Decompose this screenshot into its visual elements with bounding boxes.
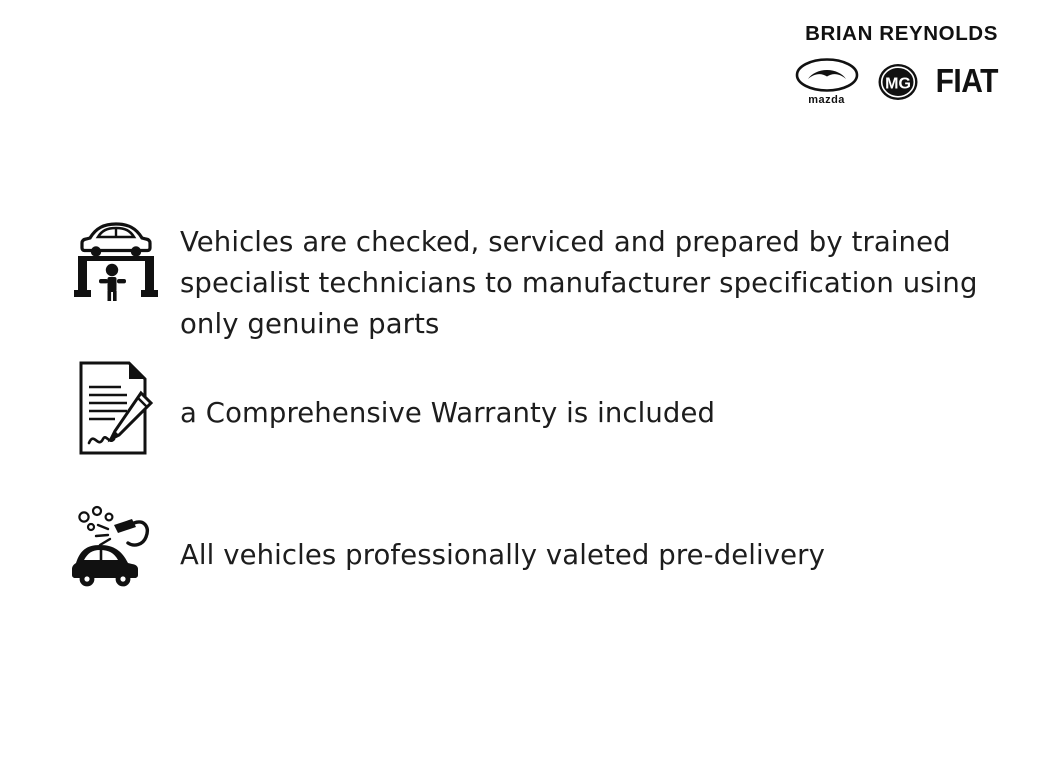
list-item-label: a Comprehensive Warranty is included bbox=[180, 397, 716, 429]
mazda-emblem-icon bbox=[795, 58, 859, 92]
svg-text:MG: MG bbox=[884, 75, 911, 93]
list-item-label: All vehicles professionally valeted pre-delivery bbox=[180, 539, 825, 571]
mg-emblem-icon bbox=[877, 61, 919, 103]
brand-logo-row bbox=[778, 58, 998, 106]
mazda-wordmark: mazda bbox=[808, 94, 845, 106]
list-item bbox=[60, 359, 1000, 477]
feature-list bbox=[60, 212, 1000, 609]
mazda-logo bbox=[794, 58, 860, 106]
car-wash-valet-icon bbox=[60, 491, 172, 589]
car-on-lift-with-technician-icon bbox=[60, 212, 172, 304]
list-item bbox=[60, 491, 1000, 609]
list-item-label: Vehicles are checked, serviced and prepared by trained specialist technicians to manufacturer specification using only genuine parts bbox=[180, 226, 978, 340]
dealer-name: BRIAN REYNOLDS bbox=[805, 22, 998, 45]
fiat-wordmark: FIAT bbox=[935, 62, 998, 100]
brand-header bbox=[778, 22, 998, 106]
mg-logo bbox=[876, 61, 920, 103]
list-item bbox=[60, 212, 1000, 345]
signed-document-pen-icon bbox=[60, 359, 172, 457]
